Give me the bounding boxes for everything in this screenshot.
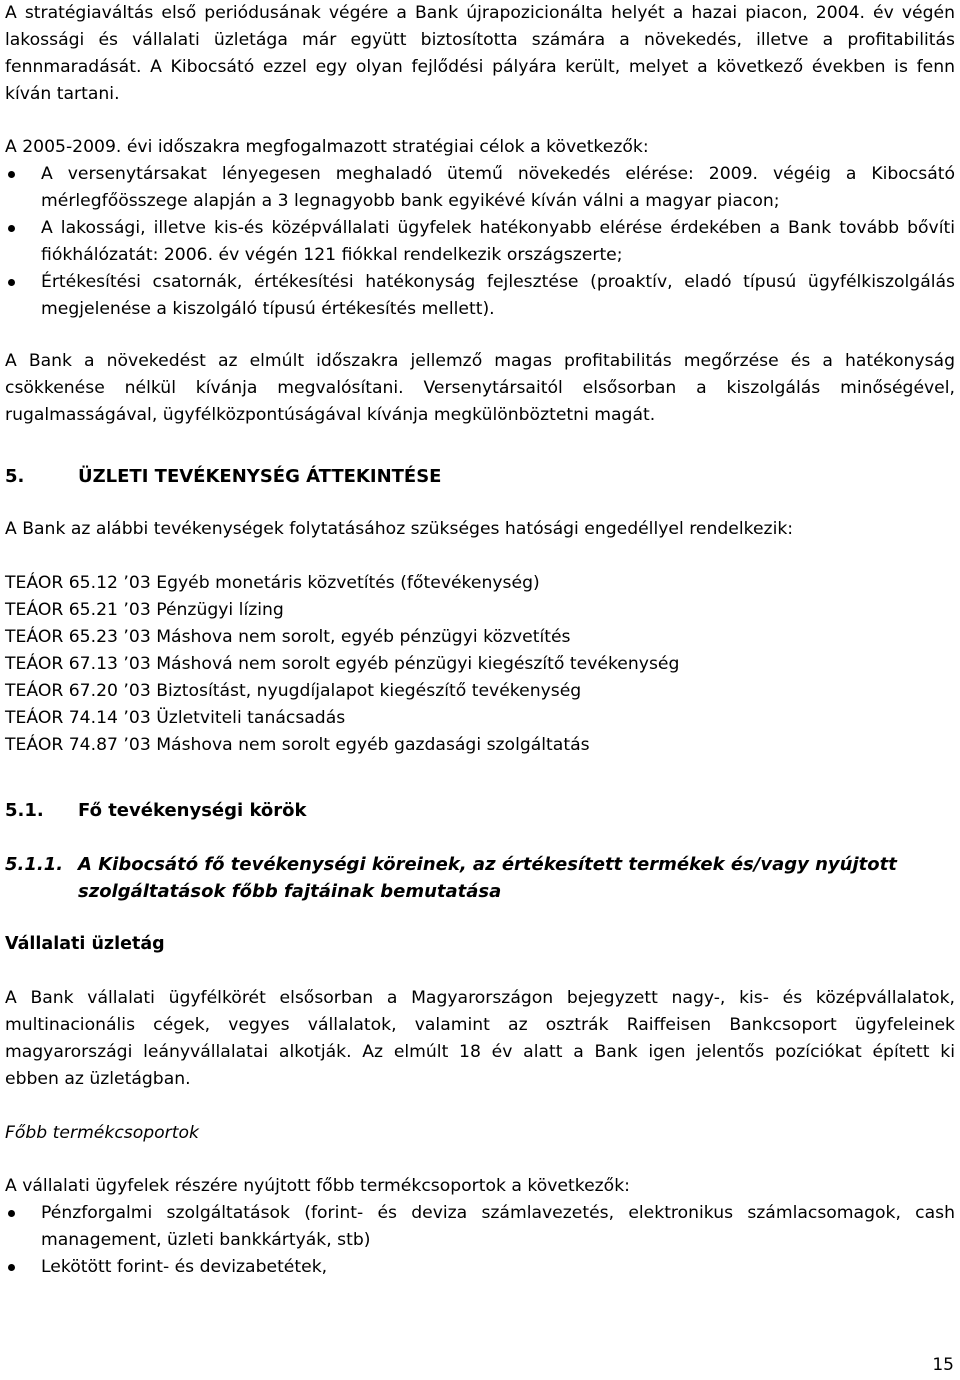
teaor-list	[5, 570, 955, 759]
bullet-icon	[8, 225, 15, 232]
section-number: 5.1.1.	[5, 854, 64, 875]
text-line: megjelenése a kiszolgáló típusú értékesítés mellett).	[41, 299, 495, 319]
strategic-goals	[5, 134, 955, 323]
text-line: A Bank az alábbi tevékenységek folytatásához szükséges hatósági engedéllyel rendelkezik:	[5, 519, 794, 539]
text-line: ebben az üzletágban.	[5, 1069, 191, 1089]
text-line: multinacionális cégek, vegyes vállalatok, valamint az osztrák Raiffeisen Bankcsoport ügyfeleinek	[5, 1015, 955, 1035]
section-number: 5.1.	[5, 800, 44, 821]
teaor-item: TEÁOR 65.21 ’03 Pénzügyi lízing	[5, 600, 284, 620]
goals-intro: A 2005-2009. évi időszakra megfogalmazott stratégiai célok a következők:	[5, 137, 649, 157]
bullet-icon	[8, 171, 15, 178]
products-subheading: Főbb termékcsoportok	[5, 1123, 199, 1143]
section-5-1-1-heading	[5, 851, 955, 905]
text-line: kíván tartani.	[5, 84, 120, 104]
text-line: A lakossági, illetve kis-és középvállalati ügyfelek hatékonyabb elérése érdekében a Bank tovább bővíti	[41, 218, 955, 238]
products-intro: A vállalati ügyfelek részére nyújtott főbb termékcsoportok a következők:	[5, 1176, 630, 1196]
list-item	[5, 1254, 955, 1281]
bullet-icon	[8, 279, 15, 286]
section-number: 5.	[5, 466, 25, 487]
goals-list	[5, 161, 955, 323]
text-line: csökkenése nélkül kívánja megvalósítani. Versenytársaitól elsősorban a kiszolgálás minőségével,	[5, 378, 955, 398]
corporate-paragraph	[5, 985, 955, 1093]
text-line: Lekötött forint- és devizabetétek,	[41, 1257, 328, 1277]
text-line: lakossági és vállalati üzletága már együtt biztosította számára a növekedés, illetve a profitabilitás	[5, 30, 955, 50]
text-line: mérlegfőösszege alapján a 3 legnagyobb bank egyikévé kíván válni a magyar piacon;	[41, 191, 780, 211]
list-item	[5, 1200, 955, 1254]
text-line: A Bank vállalati ügyfélkörét elsősorban a Magyarországon bejegyzett nagy-, kis- és középvállalatok,	[5, 988, 955, 1008]
section-title: ÜZLETI TEVÉKENYSÉG ÁTTEKINTÉSE	[78, 466, 442, 487]
list-item	[5, 161, 955, 215]
teaor-item: TEÁOR 65.12 ’03 Egyéb monetáris közvetítés (főtevékenység)	[5, 573, 540, 593]
text-line: magyarországi leányvállalatai alkotják. Az elmúlt 18 év alatt a Bank igen jelentős pozíciókat épített ki	[5, 1042, 955, 1062]
text-line: management, üzleti bankkártyák, stb)	[41, 1230, 371, 1250]
text-line: A Bank a növekedést az elmúlt időszakra jellemző magas profitabilitás megőrzése és a hatékonyság	[5, 351, 955, 371]
text-line: Pénzforgalmi szolgáltatások (forint- és deviza számlavezetés, elektronikus számlacsomagok, cash	[41, 1203, 955, 1223]
bullet-icon	[8, 1264, 15, 1271]
text-line: A stratégiaváltás első periódusának végére a Bank újrapozicionálta helyét a hazai piacon, 2004. év végén	[5, 3, 955, 23]
section-title: Fő tevékenységi körök	[78, 800, 307, 821]
teaor-item: TEÁOR 67.13 ’03 Máshová nem sorolt egyéb pénzügyi kiegészítő tevékenység	[5, 654, 680, 674]
intro-paragraph	[5, 0, 955, 108]
text-line: A versenytársakat lényegesen meghaladó ütemű növekedés elérése: 2009. végéig a Kibocsátó	[41, 164, 955, 184]
section-5-intro	[5, 516, 955, 543]
growth-paragraph	[5, 348, 955, 429]
text-line: fiókhálózatát: 2006. év végén 121 fiókkal rendelkezik országszerte;	[41, 245, 623, 265]
teaor-item: TEÁOR 67.20 ’03 Biztosítást, nyugdíjalapot kiegészítő tevékenység	[5, 681, 582, 701]
bullet-icon	[8, 1210, 15, 1217]
text-line: rugalmasságával, ügyfélközpontúságával kívánja megkülönböztetni magát.	[5, 405, 656, 425]
list-item	[5, 269, 955, 323]
page-number: 15	[932, 1355, 954, 1375]
text-line: fennmaradását. A Kibocsátó ezzel egy olyan fejlődési pályára került, melyet a következő években is fenn	[5, 57, 955, 77]
section-5-heading	[5, 463, 955, 490]
teaor-item: TEÁOR 74.87 ’03 Máshova nem sorolt egyéb gazdasági szolgáltatás	[5, 735, 590, 755]
text-line: Értékesítési csatornák, értékesítési hatékonyság fejlesztése (proaktív, eladó típusú ügyfélkiszolgálás	[41, 272, 955, 292]
products-list	[5, 1200, 955, 1281]
heading-line: A Kibocsátó fő tevékenységi köreinek, az értékesített termékek és/vagy nyújtott	[78, 854, 897, 875]
heading-line: szolgáltatások főbb fajtáinak bemutatása	[78, 881, 502, 902]
teaor-item: TEÁOR 65.23 ’03 Máshova nem sorolt, egyéb pénzügyi közvetítés	[5, 627, 571, 647]
section-5-1-heading	[5, 797, 955, 824]
list-item	[5, 215, 955, 269]
corporate-heading: Vállalati üzletág	[5, 934, 165, 954]
teaor-item: TEÁOR 74.14 ’03 Üzletviteli tanácsadás	[5, 708, 346, 728]
